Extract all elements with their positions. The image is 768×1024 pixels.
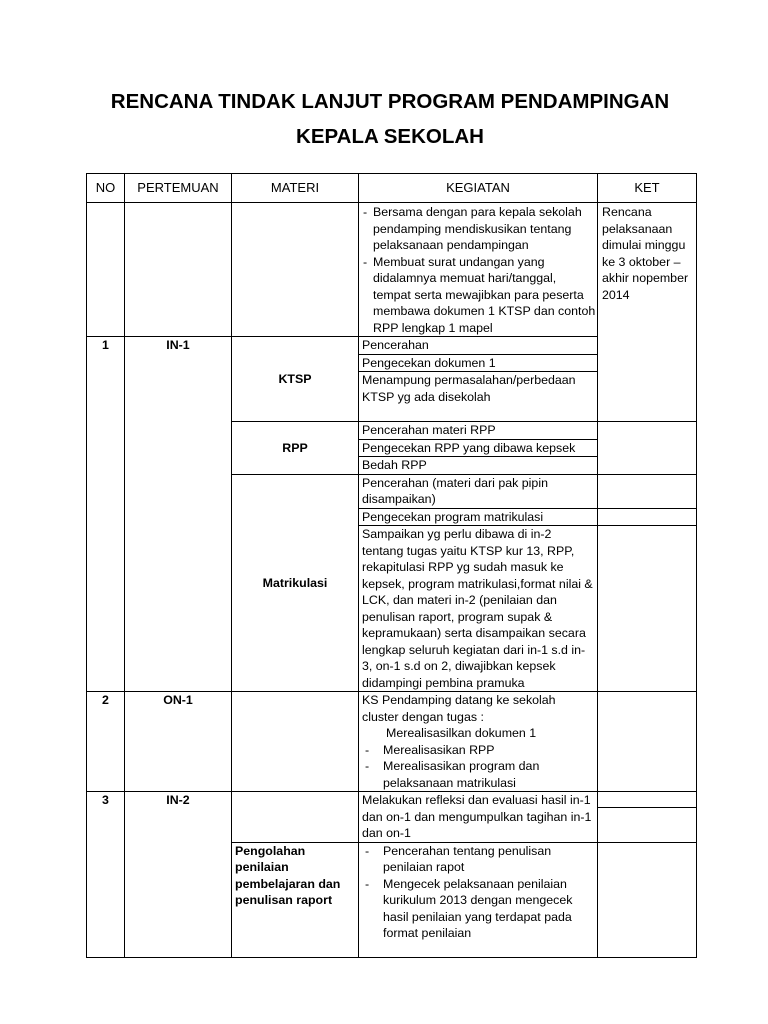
document-title-line2: KEPALA SEKOLAH <box>296 125 484 148</box>
header-pertemuan: PERTEMUAN <box>125 174 232 203</box>
materi-ktsp: KTSP <box>232 337 359 422</box>
intro-kegiatan-item: - Bersama dengan para kepala sekolah pendamping mendiskusikan tentang pelaksanaan pendampingan <box>359 204 597 254</box>
kegiatan-item: Pengecekan dokumen 1 <box>359 354 598 372</box>
kegiatan-item: Pencerahan materi RPP <box>359 422 598 440</box>
row2-materi-cell <box>232 692 359 792</box>
kegiatan-item: Pencerahan (materi dari pak pipin disampaikan) <box>359 474 598 508</box>
row2-no: 2 <box>87 692 125 792</box>
row3-kegiatan-a: Melakukan refleksi dan evaluasi hasil in-1 dan on-1 dan mengumpulkan tagihan in-1 dan on-1 <box>359 792 598 843</box>
row2-kegiatan-item: - Merealisasikan RPP <box>359 742 594 759</box>
row2-kegiatan-intro: KS Pendamping datang ke sekolah cluster dengan tugas : <box>362 693 556 724</box>
row3-a <box>87 792 697 808</box>
row2-kegiatan-cell <box>359 692 598 792</box>
row2-ket-cell <box>598 692 697 792</box>
row3-ket-c <box>598 842 697 957</box>
row3-pertemuan: IN-2 <box>125 792 232 958</box>
kegiatan-item: Pencerahan <box>359 337 598 355</box>
intro-materi-cell <box>232 203 359 337</box>
document-title-line1: RENCANA TINDAK LANJUT PROGRAM PENDAMPINGAN <box>110 90 670 113</box>
intro-kegiatan-item: - Membuat surat undangan yang didalamnya memuat hari/tanggal, tempat serta mewajibkan para peserta membawa dokumen 1 KTSP dan contoh RPP lengkap 1 mapel <box>359 254 597 337</box>
kegiatan-item: Sampaikan yg perlu dibawa di in-2 tentang tugas yaitu KTSP kur 13, RPP, rekapitulasi RPP yg sudah masuk ke kepsek, program matrikulasi,format nilai & LCK, dan materi in-2 (penilaian dan penulisan raport, program supak & kepramukaan) serta disampaikan secara lengkap seluruh kegiatan dari in-1 s.d in-3, on-1 s.d on 2, diwajibkan kepsek didampingi pembina pramuka <box>359 526 598 692</box>
header-row <box>87 174 697 203</box>
header-materi: MATERI <box>232 174 359 203</box>
follow-up-plan-table <box>86 173 697 958</box>
row3-kegiatan-item: - Mengecek pelaksanaan penilaian kurikulum 2013 dengan mengecek hasil penilaian yang terdapat pada format penilaian <box>359 876 594 942</box>
ket-empty-cell <box>598 526 697 692</box>
row3-kegiatan-item: - Pencerahan tentang penulisan penilaian rapot <box>359 843 594 876</box>
intro-ket-cell <box>598 203 697 422</box>
row2 <box>87 692 697 792</box>
row1-pertemuan: IN-1 <box>125 337 232 692</box>
kegiatan-item: Menampung permasalahan/perbedaan KTSP yg ada disekolah <box>359 372 598 422</box>
row2-kegiatan-item: - Merealisasikan program dan pelaksanaan matrikulasi <box>359 758 594 791</box>
ket-empty-cell <box>598 508 697 526</box>
kegiatan-item: Pengecekan RPP yang dibawa kepsek <box>359 439 598 457</box>
intro-kegiatan-cell <box>359 203 598 337</box>
ket-empty-cell <box>598 474 697 508</box>
intro-row <box>87 203 697 337</box>
row2-pertemuan: ON-1 <box>125 692 232 792</box>
ket-text: Rencana pelaksanaan dimulai minggu ke 3 oktober – akhir nopember 2014 <box>602 205 689 302</box>
row3-materi-a-cell <box>232 792 359 843</box>
row2-kegiatan-indent: Merealisasilkan dokumen 1 <box>386 726 537 740</box>
row3-no: 3 <box>87 792 125 958</box>
header-no: NO <box>87 174 125 203</box>
materi-matrikulasi: Matrikulasi <box>232 474 359 692</box>
row3-ket-a <box>598 792 697 808</box>
row3-materi-b: Pengolahan penilaian pembelajaran dan penulisan raport <box>232 842 359 957</box>
row1-no: 1 <box>87 337 125 692</box>
header-kegiatan: KEGIATAN <box>359 174 598 203</box>
intro-pertemuan-cell <box>125 203 232 337</box>
row3-ket-b <box>598 808 697 842</box>
ket-rpp-cell <box>598 422 697 475</box>
materi-rpp: RPP <box>232 422 359 475</box>
intro-no-cell <box>87 203 125 337</box>
kegiatan-item: Pengecekan program matrikulasi <box>359 508 598 526</box>
row3-kegiatan-b-cell <box>359 842 598 957</box>
header-ket: KET <box>598 174 697 203</box>
kegiatan-item: Bedah RPP <box>359 457 598 475</box>
